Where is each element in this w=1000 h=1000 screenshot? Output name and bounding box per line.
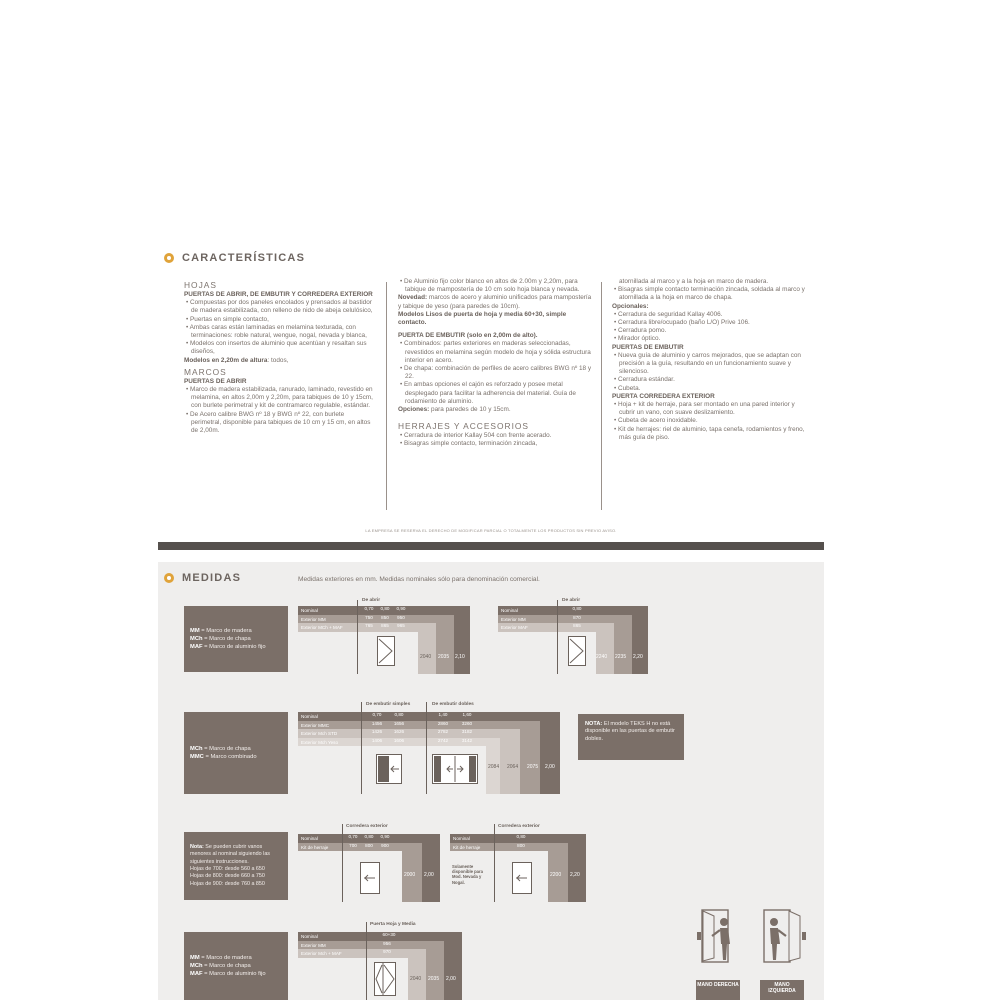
measure-table-de-abrir-220 <box>498 598 648 674</box>
table-row: Nominal 0,80 <box>453 834 526 841</box>
column-divider <box>601 282 602 510</box>
dimension-label: 2,00 <box>545 764 555 770</box>
axis-line <box>426 702 427 794</box>
axis-line <box>366 922 367 1000</box>
table-header: Corredera exterior <box>346 824 388 829</box>
legend-box-3 <box>184 832 288 900</box>
dimension-label: 2,10 <box>455 654 465 660</box>
table-row: Nominal 0,70 0,80 1,40 1,60 <box>301 712 472 719</box>
table-header: De abrir <box>362 598 381 603</box>
medidas-section <box>158 562 824 1000</box>
opciones-line <box>398 406 594 414</box>
dimension-label: 2,00 <box>446 976 456 982</box>
caracteristicas-section <box>158 244 824 542</box>
dimension-label: 2,00 <box>424 872 434 878</box>
measure-table-corredera <box>298 820 440 902</box>
list-item: • Cubeta de acero inoxidable. <box>612 417 808 425</box>
list-item: • Bisagras simple contacto terminación zincada, soldada al marco y atornillada a la hoja en marco de chapa. <box>612 286 808 302</box>
axis-line <box>342 824 343 902</box>
caracteristicas-column-3 <box>612 278 808 442</box>
dimension-label: 2235 <box>615 654 627 660</box>
legend-line: MCh = Marco de chapa <box>190 636 251 642</box>
list-item: • Modelos con insertos de aluminio que acentúan y resaltan sus diseños, <box>184 340 376 356</box>
double-sliding-door-icon <box>432 754 478 784</box>
section-separator-band <box>158 542 824 550</box>
measure-table-de-embutir <box>298 698 560 794</box>
marcos-caption: MARCOS <box>184 366 227 377</box>
list-item: • Cerradura estándar. <box>612 376 808 384</box>
nota-bold: NOTA: <box>585 721 603 727</box>
table-row: Exterior Mch + MAF 970 <box>301 949 391 956</box>
table-row: Exterior Mch Yeso 1406 1606 2742 3142 <box>301 738 473 745</box>
sliding-door-icon <box>376 754 402 784</box>
caracteristicas-title: CARACTERÍSTICAS <box>182 252 306 264</box>
section-bullet-icon <box>164 573 174 583</box>
legend-line: MCh = Marco de chapa <box>190 746 251 752</box>
modelos-line <box>184 357 376 365</box>
medidas-heading <box>164 572 241 584</box>
table-header: Corredera exterior <box>498 824 540 829</box>
novedad-line <box>398 294 594 310</box>
list-item: • Cerradura de seguridad Kallay 4006. <box>612 311 808 319</box>
legend-line: Hojas de 800: desde 660 a 750 <box>190 873 265 880</box>
table-header: Puerta Hoja y Media <box>370 922 416 927</box>
nota-box <box>578 714 684 760</box>
legend-line: MCh = Marco de chapa <box>190 963 251 969</box>
measure-table-hoja-y-media <box>298 918 462 1000</box>
novedad-text: marcos de acero y aluminio unificados para mampostería y tabique de yeso (para paredes de 10cm). <box>398 294 592 310</box>
table-row: Exterior MMC 1456 1656 2860 3260 <box>301 721 473 728</box>
list-item: • Kit de herrajes: riel de aluminio, tapa cenefa, rodamientos y freno, más guía de piso. <box>612 426 808 442</box>
list-item: • De Acero calibre BWG nº 18 y BWG nº 22, con burlete perimetral, disponible para tabiques de 10 cm y 15 cm, en altos de 2,00m. <box>184 411 376 436</box>
embutir-subtitle: PUERTA DE EMBUTIR (solo en 2,00m de alto). <box>398 332 538 340</box>
mano-derecha-icon <box>696 908 744 964</box>
legend-line: MAF = Marco de aluminio fijo <box>190 971 266 977</box>
table-row: Exterior MM 956 <box>301 941 391 948</box>
dimension-label: 2,20 <box>633 654 643 660</box>
list-item: • Combinados: partes exteriores en maderas seleccionadas, revestidos en melamina según modelo de hoja y sólida estructura interior en acero. <box>398 340 594 365</box>
list-item: • Hoja + kit de herraje, para ser montado en una pared interior y cubrir un vano, con suave deslizamiento. <box>612 401 808 417</box>
marcos-subtitle: PUERTAS DE ABRIR <box>184 377 247 385</box>
column-divider <box>386 282 387 510</box>
dimension-label: 2000 <box>404 872 416 878</box>
table-row: Exterior MM 750 850 950 <box>301 615 405 622</box>
opciones-bold: Opciones: <box>398 406 430 414</box>
mano-derecha-label: MANO DERECHA <box>696 980 740 1000</box>
table-row: Nominal 0,70 0,80 0,90 <box>301 606 406 613</box>
list-item: • Cerradura libre/ocupado (baño L/O) Prive 106. <box>612 319 808 327</box>
embutir-subtitle: PUERTAS DE EMBUTIR <box>612 343 684 351</box>
legend-line: Hojas de 900: desde 760 a 850 <box>190 880 265 887</box>
legend-line: MAF = Marco de aluminio fijo <box>190 644 266 650</box>
herrajes-caption: HERRAJES Y ACCESORIOS <box>398 421 529 432</box>
list-item: • Mirador óptico. <box>612 335 808 343</box>
table-row: Exterior MCh + MAF 765 865 965 <box>301 623 405 630</box>
door-icon <box>568 636 586 666</box>
list-item: • Marco de madera estabilizada, ranurado, laminado, revestido en melamina, en altos 2,00m y 2,20m, para tabiques de 10 y 15cm, con burlete perimetral y kit de contramarco regulable, estándar. <box>184 386 376 411</box>
availability-note: Solamente disponible para Mod. Nevada y Nogal. <box>452 864 483 885</box>
lisos-line: Modelos Lisos de puerta de hoja y media 60+30, simple contacto. <box>398 310 567 327</box>
legend-box-1 <box>184 606 288 672</box>
list-item: • De chapa: combinación de perfiles de acero calibres BWG nº 18 y 22. <box>398 365 594 381</box>
list-item: • Puertas en simple contacto, <box>184 316 376 324</box>
medidas-title: MEDIDAS <box>182 572 242 584</box>
legend-note: Nota: Se pueden cubrir vanos menores al nominal siguiendo las siguientes instrucciones. <box>190 843 271 865</box>
axis-line <box>494 824 495 902</box>
axis-line <box>361 702 362 794</box>
measure-table-corredera-220 <box>450 820 586 902</box>
section-bullet-icon <box>164 253 174 263</box>
legend-line: MM = Marco de madera <box>190 955 252 961</box>
legend-line: Hojas de 700: desde 560 a 650 <box>190 866 265 872</box>
caracteristicas-heading <box>164 252 305 264</box>
table-row: Nominal 0,70 0,80 0,90 <box>301 834 390 841</box>
list-item: • Cerradura pomo. <box>612 327 808 335</box>
list-item: • Cubeta. <box>612 385 808 393</box>
table-row: Kit de herraje 800 <box>453 843 525 850</box>
dimension-label: 2064 <box>507 764 519 770</box>
list-item: • De Aluminio fijo color blanco en altos de 2.00m y 2,20m, para tabique de mampostería de 10 cm solo hoja blanca y nevada. <box>398 278 594 294</box>
dimension-label: 2240 <box>596 654 608 660</box>
legend-line: MM = Marco de madera <box>190 628 252 634</box>
mano-izquierda-label: MANO IZQUIERDA <box>760 980 804 1000</box>
dimension-label: 2075 <box>527 764 539 770</box>
axis-line <box>357 600 358 674</box>
opciones-text: para paredes de 10 y 15cm. <box>429 406 511 414</box>
measure-table-de-abrir <box>298 598 470 674</box>
modelos-text: : todos, <box>267 356 289 364</box>
caracteristicas-column-2 <box>398 278 594 449</box>
table-header: De embutir simples <box>366 702 411 707</box>
novedad-bold: Novedad: <box>398 294 428 302</box>
hojas-subtitle: PUERTAS DE ABRIR, DE EMBUTIR Y CORREDERA EXTERIOR <box>184 291 373 298</box>
table-row: Exterior MAF 865 <box>501 623 581 630</box>
disclaimer-footer: LA EMPRESA SE RESERVA EL DERECHO DE MODIFICAR PARCIAL O TOTALMENTE LOS PRODUCTOS SIN PREVIO AVISO. <box>365 528 617 533</box>
caracteristicas-column-1 <box>184 278 376 435</box>
table-row: Exterior Mch STD 1426 1626 2782 3182 <box>301 729 473 736</box>
dimension-label: 2200 <box>550 872 562 878</box>
table-header: De embutir dobles <box>432 702 474 707</box>
table-row: Nominal 0,80 <box>501 606 582 613</box>
axis-line <box>557 600 558 674</box>
table-row: Nominal 60+30 <box>301 932 396 939</box>
dimension-label: 2084 <box>488 764 500 770</box>
dimension-label: 2035 <box>438 654 450 660</box>
table-header: De abrir <box>562 598 581 603</box>
list-item: • Bisagras simple contacto, terminación zincada, <box>398 440 594 448</box>
hojas-caption: HOJAS <box>184 280 217 290</box>
opcionales-title: Opcionales: <box>612 302 649 310</box>
mano-izquierda-icon <box>760 908 808 964</box>
list-item: • Ambas caras están laminadas en melamina texturada, con terminaciones: roble natural, wengue, nogal, nevada y blanca, <box>184 324 376 340</box>
list-item: • Cerradura de interior Kallay 504 con frente acerado. <box>398 432 594 440</box>
dimension-label: 2,20 <box>570 872 580 878</box>
table-row: Kit de herraje 700 800 900 <box>301 843 389 850</box>
continued-text: atornillada al marco y a la hoja en marco de madera. <box>619 278 769 285</box>
list-item: • Compuestas por dos paneles encolados y prensados al bastidor de madera estabilizada, con relleno de nido de abeja celulósico, <box>184 299 376 315</box>
table-row: Exterior MM 870 <box>501 615 581 622</box>
door-icon <box>374 962 396 996</box>
dimension-label: 2040 <box>420 654 432 660</box>
sliding-door-icon <box>360 862 380 894</box>
legend-box-2 <box>184 712 288 794</box>
modelos-bold: Modelos en 2,20m de altura <box>184 356 268 364</box>
legend-line: MMC = Marco combinado <box>190 754 257 760</box>
sliding-door-icon <box>512 862 532 894</box>
legend-box-4 <box>184 932 288 1000</box>
dimension-label: 2040 <box>410 976 422 982</box>
list-item: • Nueva guía de aluminio y carros mejorados, que se adaptan con precisión a la guía, resultando en un funcionamiento suave y silencioso. <box>612 352 808 377</box>
list-item: • En ambas opciones el cajón es reforzado y posee metal desplegado para facilitar la adherencia del material. Guía de rodamiento de aluminio. <box>398 381 594 406</box>
dimension-label: 2035 <box>428 976 440 982</box>
corredera-subtitle: PUERTA CORREDERA EXTERIOR <box>612 392 715 400</box>
nota-text: El modelo TEKS H no está disponible en las puertas de embutir dobles. <box>585 721 675 742</box>
medidas-subtitle: Medidas exteriores en mm. Medidas nominales sólo para denominación comercial. <box>298 576 540 583</box>
door-icon <box>377 636 395 666</box>
